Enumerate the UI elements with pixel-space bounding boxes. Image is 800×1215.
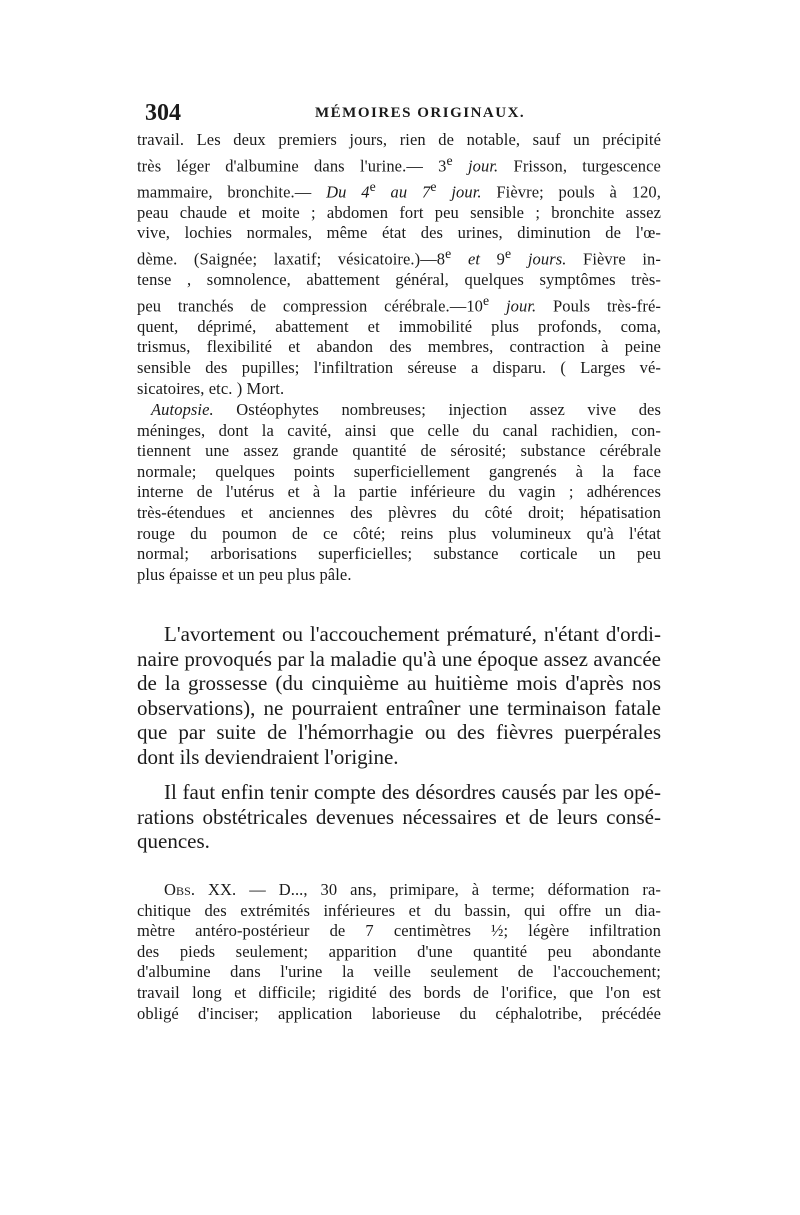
autopsy-line-4: normale; quelques points superficiellement gangrenés à la face (137, 461, 661, 481)
case-text-block (137, 130, 661, 399)
italic-run: jours. (527, 249, 567, 269)
autopsy-line-1 (137, 400, 661, 421)
case-line-2 (137, 151, 661, 177)
discussion-line-8: rations obstétricales devenues nécessaires et de leurs consé- (137, 804, 661, 829)
running-title: MÉMOIRES ORIGINAUX. (315, 105, 526, 121)
observation-line-2: chitique des extrémités inférieures et du bassin, qui offre un dia- (137, 900, 661, 920)
italic-run: et (467, 249, 481, 269)
observation-line-6: travail long et difficile; rigidité des bords de l'orifice, que l'on est (137, 982, 661, 1002)
autopsy-line-3: tiennent une assez grande quantité de sérosité; substance cérébrale (137, 441, 661, 461)
italic-run: 4 (346, 182, 370, 202)
text-run: Ostéophytes nombreuses; injection assez vive des (213, 400, 661, 419)
observation-block (137, 880, 661, 1024)
superscript: e (430, 178, 437, 194)
autopsy-line-5: interne de l'utérus et à la partie inférieure du vagin ; adhérences (137, 482, 661, 502)
case-line-11: sensible des pupilles; l'infiltration séreuse a disparu. ( Larges vé- (137, 357, 661, 377)
text-run: — D..., 30 ans, primipare, à terme; déformation ra- (236, 880, 661, 899)
text-run: peu tranchés de compression cérébrale.—10 (137, 296, 484, 316)
case-line-10: trismus, flexibilité et abandon des membres, contraction à peine (137, 337, 661, 357)
text-run: Fièvre; pouls à 120, (481, 182, 662, 202)
text-run: Frisson, turgescence (498, 156, 661, 176)
observation-line-3: mètre antéro-postérieur de 7 centimètres ½; légère infiltration (137, 921, 661, 941)
italic-run: Du (326, 182, 347, 202)
case-line-5: vive, lochies normales, même état des urines, diminution de l'œ- (137, 223, 661, 243)
italic-run: jour. (505, 296, 537, 316)
superscript: e (369, 178, 376, 194)
discussion-line-4: observations), ne pourraient entraîner une terminaison fatale (137, 695, 661, 720)
discussion-line-9: quences. (137, 829, 210, 853)
case-line-12: sicatoires, etc. ) Mort. (137, 378, 285, 398)
text-run: 9 (480, 249, 506, 269)
superscript: e (446, 152, 453, 168)
case-line-4: peau chaude et moite ; abdomen fort peu sensible ; bronchite assez (137, 202, 661, 222)
superscript: e (505, 245, 512, 261)
discussion-line-1: L'avortement ou l'accouchement prématuré, n'étant d'ordi- (164, 622, 661, 646)
autopsy-line-2: méninges, dont la cavité, ainsi que celle du canal rachidien, con- (137, 420, 661, 440)
case-line-7: tense , somnolence, abattement général, quelques symptômes très- (137, 270, 661, 290)
case-line-1: travail. Les deux premiers jours, rien de notable, sauf un précipité (137, 130, 661, 149)
italic-run: 7 (407, 182, 431, 202)
autopsy-line-9: plus épaisse et un peu plus pâle. (137, 564, 352, 584)
case-line-3 (137, 177, 661, 203)
autopsy-block (137, 400, 661, 585)
discussion-line-5: que par suite de l'hémorrhagie ou des fièvres puerpérales (137, 720, 661, 744)
discussion-paragraph-1 (137, 622, 661, 769)
text-run: Fièvre in- (566, 249, 662, 269)
italic-run: jour. (451, 182, 482, 202)
observation-line-7: obligé d'inciser; application laborieuse du céphalotribe, précédée (137, 1003, 661, 1023)
observation-label: Obs. XX. (164, 880, 237, 899)
discussion-line-7: Il faut enfin tenir compte des désordres causés par les opé- (164, 780, 661, 804)
text-run: Pouls très-fré- (536, 296, 661, 316)
italic-run: au (390, 182, 408, 202)
case-line-6 (137, 244, 661, 270)
discussion-line-6: dont ils deviendraient l'origine. (137, 744, 399, 769)
superscript: e (483, 292, 490, 308)
discussion-paragraph-2 (137, 780, 661, 854)
text-run: très léger d'albumine dans l'urine.— 3 (137, 156, 447, 176)
page-header (145, 100, 705, 126)
italic-run: jour. (467, 156, 499, 176)
autopsy-line-7: rouge du poumon de ce côté; reins plus volumineux qu'à l'état (137, 523, 661, 543)
autopsy-label: Autopsie. (151, 400, 214, 419)
autopsy-line-6: très-étendues et anciennes des plèvres du côté droit; hépatisation (137, 502, 661, 522)
observation-line-5: d'albumine dans l'urine la veille seulement de l'accouchement; (137, 962, 661, 982)
superscript: e (445, 245, 452, 261)
observation-line-4: des pieds seulement; apparition d'une quantité peu abondante (137, 941, 661, 961)
observation-line-1 (137, 880, 661, 901)
discussion-line-3: de la grossesse (du cinquième au huitième mois d'après nos (137, 671, 661, 695)
autopsy-line-8: normal; arborisations superficielles; substance corticale un peu (137, 544, 661, 564)
case-line-9: quent, déprimé, abattement et immobilité plus profonds, coma, (137, 316, 661, 336)
page-number: 304 (145, 100, 181, 126)
case-line-8 (137, 291, 661, 317)
text-run: dème. (Saignée; laxatif; vésicatoire.)—8 (137, 249, 446, 269)
text-run: mammaire, bronchite.— (137, 182, 327, 202)
discussion-line-2: naire provoqués par la maladie qu'à une époque assez avancée (137, 646, 661, 671)
